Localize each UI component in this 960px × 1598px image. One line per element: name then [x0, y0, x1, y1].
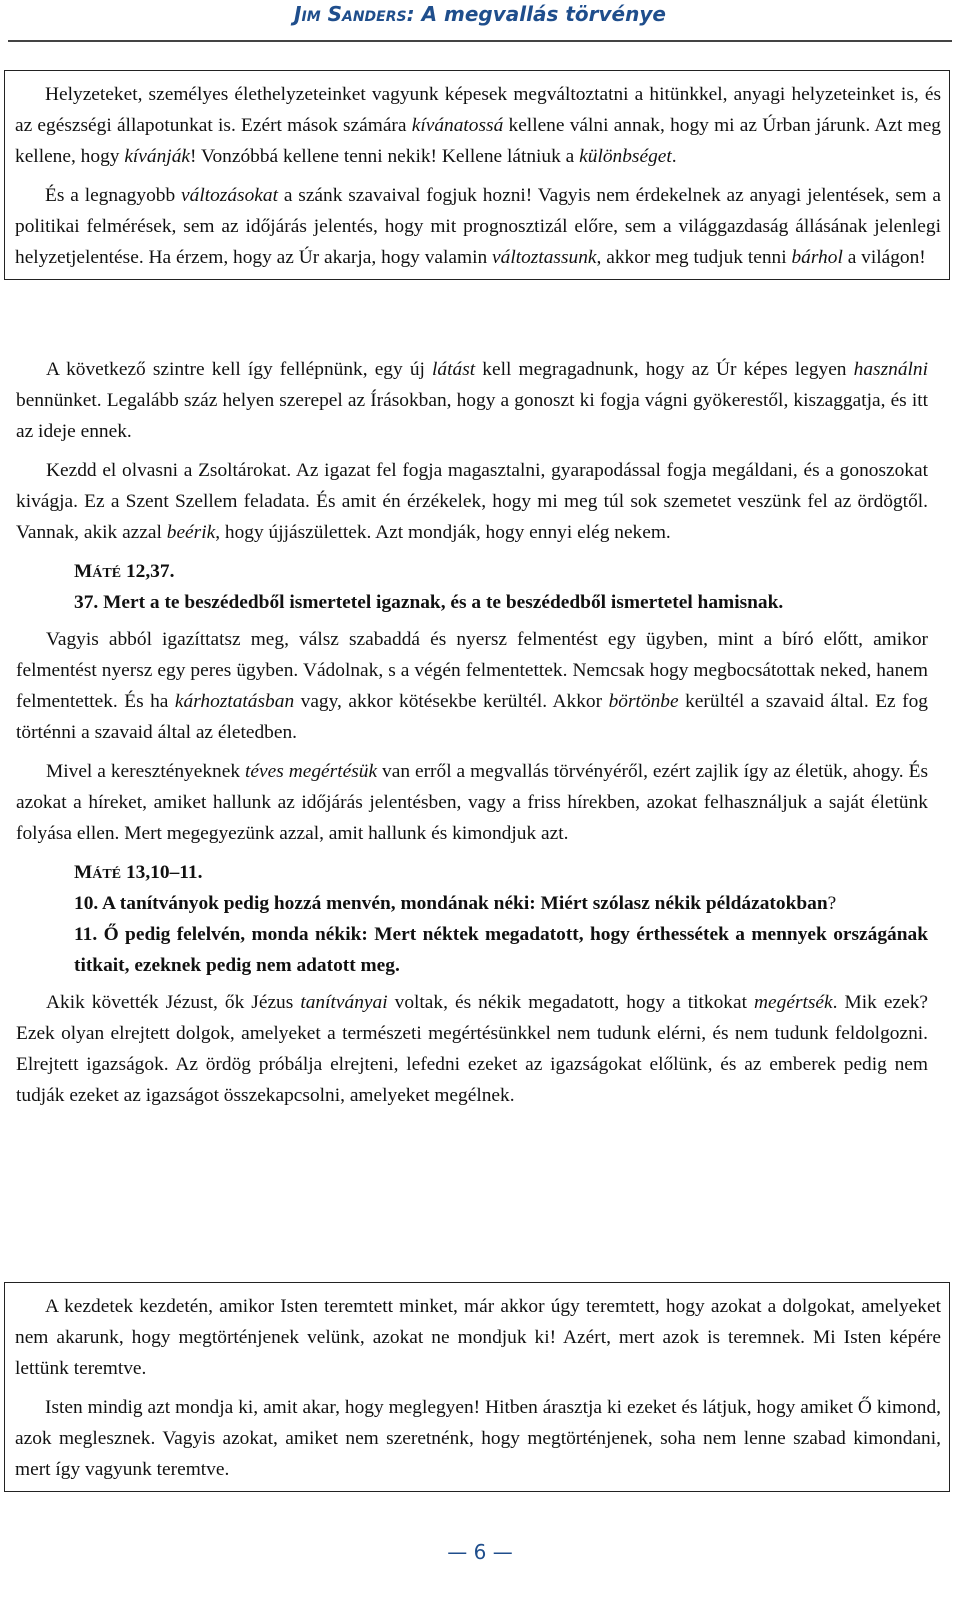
emphasis-text: kívánatossá — [411, 115, 504, 136]
text-run: , akkor meg tudjuk tenni — [596, 247, 792, 268]
scripture-verse-text: 10. A tanítványok pedig hozzá menvén, mondának néki: Miért szólasz nékik példázatokban — [74, 893, 828, 914]
scripture-chapter-verse: 13,10–11. — [121, 862, 203, 883]
paragraph — [15, 1291, 941, 1384]
emphasis-text: különbséget — [579, 146, 672, 167]
emphasis-text: kárhoztatásban — [174, 691, 295, 712]
scripture-quote — [74, 857, 928, 981]
emphasis-text: használni — [853, 359, 928, 380]
highlight-box-top — [4, 70, 950, 280]
scripture-quote — [74, 556, 928, 618]
text-run: Akik követték Jézust, ők Jézus — [46, 992, 301, 1013]
header-author: Jim Sanders: — [294, 2, 415, 26]
text-run: bennünket. Legalább száz helyen szerepel az Írásokban, hogy a gonoszt ki fogja vágni gyökerestől, kiszaggatja, és itt az ideje ennek. — [16, 390, 928, 442]
text-run: van erről a megvallás törvényéről, ezért zajlik így az életük, ahogy. És azokat a híreket, amiket hallunk az időjárás jelentésben, vagy a friss hírekben, azokat felhasználjuk a saját életünk folyása ellen. Mert megegyezünk azzal, amit hallunk és kimondjuk azt. — [16, 761, 929, 844]
emphasis-text: bárhol — [791, 247, 843, 268]
text-run: . Mik ezek? Ezek olyan elrejtett dolgok, amelyeket a természeti megértésünkkel nem tudunk elérni, és nem tudunk feldolgozni. Elrejtett igazságok. Az ördög próbálja elrejteni, lefedni ezeket az igazságokat előlünk, és az emberek pedig nem tudják ezeket az igazságot összekapcsolni, amelyeket megélnek. — [16, 992, 928, 1106]
paragraph — [16, 354, 928, 447]
paragraph — [15, 79, 941, 172]
text-run: Helyzeteket, személyes élethelyzeteinket vagyunk képesek megváltoztatni a hitünkkel, anyagi helyzeteinket is, és az egészségi állapotunkat is. Ezért mások számára — [15, 84, 941, 136]
highlight-box-bottom — [4, 1282, 950, 1492]
paragraph — [16, 756, 928, 849]
text-run: A kezdetek kezdetén, amikor Isten teremtett minket, már akkor úgy teremtett, hogy azokat a dolgokat, amelyeket nem akarunk, hogy megtörténjenek velünk, azokat ne mondjuk ki! Azért, mert azok is teremnek. Mi Isten képére lettünk teremtve. — [15, 1296, 941, 1379]
paragraph — [16, 455, 928, 548]
text-run: Mivel a keresztényeknek — [46, 761, 246, 782]
emphasis-text: börtönbe — [608, 691, 679, 712]
scripture-chapter-verse: 12,37. — [121, 561, 175, 582]
text-run: voltak, és nékik megadatott, hogy a titkokat — [387, 992, 755, 1013]
text-run: . — [671, 146, 677, 167]
scripture-book: Máté — [74, 862, 122, 883]
emphasis-text: kívánják — [124, 146, 190, 167]
text-run: A következő szintre kell így fellépnünk, egy új — [46, 359, 433, 380]
scripture-verse: 11. Ő pedig felelvén, monda nékik: Mert néktek megadatott, hogy érthessétek a mennyek országának titkait, ezeknek pedig nem adatott meg. — [74, 924, 928, 976]
text-run: kellene válni annak, hogy mi az Úrban járunk. Azt meg kellene, hogy — [15, 115, 942, 167]
scripture-book: Máté — [74, 561, 122, 582]
running-header — [0, 2, 960, 26]
text-run: Vagyis abból igazíttatsz meg, válsz szabaddá és nyersz felmentést egy ügyben, mint a bíró előtt, amikor felmentést nyersz egy peres ügyben. Vádolnak, s a végén felmentettek. Nemcsak hogy megbocsátottak neked, hanem felmentettek. És ha — [16, 629, 928, 712]
scripture-reference — [74, 556, 928, 587]
scripture-reference — [74, 857, 928, 888]
page-number: — 6 — — [447, 1540, 513, 1564]
emphasis-text: változásokat — [181, 185, 278, 206]
emphasis-text: változtassunk — [492, 247, 597, 268]
text-run: a szánk szavaival fogjuk hozni! Vagyis nem érdekelnek az anyagi jelentések, sem a politikai felmérések, sem az időjárás jelentés, hogy mit prognosztizál előre, sem a világgazdaság állásának jelenlegi helyzetjelentése. Ha érzem, hogy az Úr akarja, hogy valamin — [15, 185, 942, 268]
emphasis-text: beérik — [166, 522, 216, 543]
scripture-verse-punct: ? — [827, 893, 837, 914]
paragraph — [15, 1392, 941, 1485]
emphasis-text: látást — [432, 359, 476, 380]
text-run: ! Vonzóbbá kellene tenni nekik! Kellene látniuk a — [190, 146, 580, 167]
text-run: kell megragadnunk, hogy az Úr képes legyen — [475, 359, 854, 380]
paragraph — [16, 987, 928, 1111]
paragraph — [15, 180, 941, 273]
text-run: És a legnagyobb — [45, 185, 182, 206]
scripture-verse: 37. Mert a te beszédedből ismertetel igaznak, és a te beszédedből ismertetel hamisnak. — [74, 592, 784, 613]
text-run: Kezdd el olvasni a Zsoltárokat. Az igazat fel fogja magasztalni, gyarapodással fogja megáldani, és a gonoszokat kivágja. Ez a Szent Szellem feladata. És amit én érzékelek, hogy mi meg túl sok szemetet veszünk fel az ördögtől. Vannak, akik azzal — [16, 460, 928, 543]
text-run: Isten mindig azt mondja ki, amit akar, hogy meglegyen! Hitben árasztja ki ezeket és látjuk, hogy amiket Ő kimond, azok meglesznek. Vagyis azokat, amiket nem szeretnénk, hogy megtörténjenek, soha nem lenne szabad kimondani, mert így vagyunk teremtve. — [15, 1397, 941, 1480]
paragraph — [16, 624, 928, 748]
emphasis-text: téves megértésük — [245, 761, 378, 782]
text-run: a világon! — [842, 247, 926, 268]
text-run: , hogy újjászülettek. Azt mondják, hogy ennyi elég nekem. — [215, 522, 671, 543]
scripture-verse — [74, 888, 928, 919]
main-text — [16, 354, 928, 1119]
emphasis-text: tanítványai — [300, 992, 388, 1013]
text-run: kerültél a szavaid által. Ez fog történni a szavaid által az életedben. — [16, 691, 928, 743]
text-run: vagy, akkor kötésekbe kerültél. Akkor — [294, 691, 609, 712]
emphasis-text: megértsék — [754, 992, 833, 1013]
header-title: A megvallás törvénye — [421, 2, 666, 26]
header-divider — [8, 40, 952, 42]
